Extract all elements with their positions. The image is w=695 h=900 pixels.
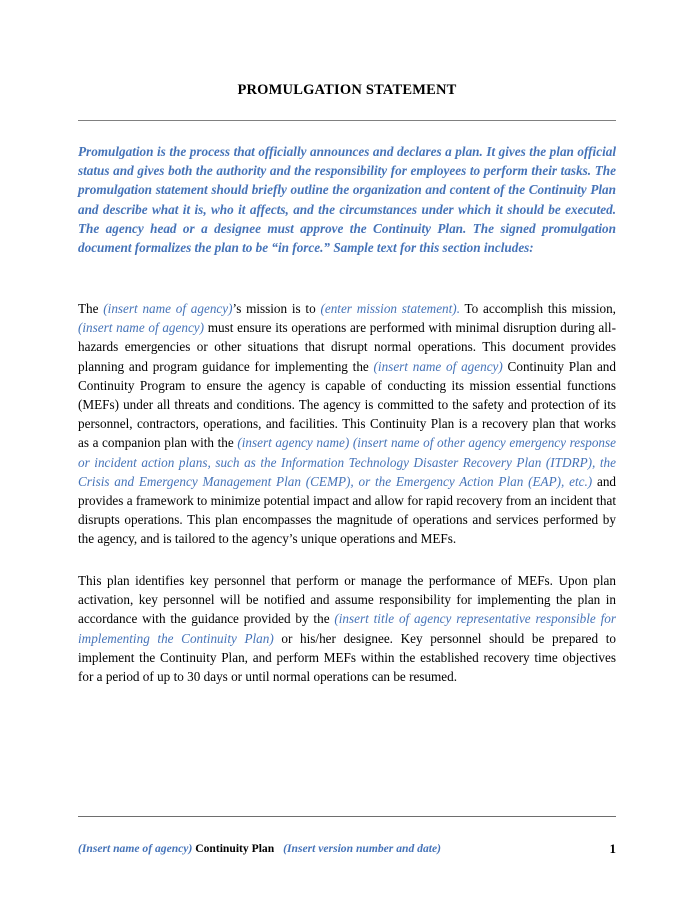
placeholder-companion-plans: (insert agency name) (insert name of other agency emergency response or incident action plans, such as the Information Technology Disaster Recovery Plan (ITDRP), the Crisis and Emergency Management Plan (CEMP), or the Emergency Action Plan (EAP), etc.) xyxy=(78,435,617,489)
placeholder-agency-name: (insert name of agency) xyxy=(103,301,233,316)
text-segment: and provides a framework to minimize potential impact and allow for rapid recovery from an incident that disrupts operations. This plan encompasses the magnitude of operations and services performed by the agency, and is tailored to the agency’s unique operations and MEFs. xyxy=(78,473,617,547)
placeholder-agency-representative-title: (insert title of agency representative responsible for implementing the Continuity Plan) xyxy=(78,611,616,646)
footer-placeholder-version-date: (Insert version number and date) xyxy=(283,842,441,855)
footer-text xyxy=(78,840,441,858)
text-segment: Continuity Plan and Continuity Program to ensure the agency is capable of conducting its mission essential functions (MEFs) under all threats and conditions. The agency is committed to the safety and protection of its personnel, contractors, operations, and facilities. This Continuity Plan is a recovery plan that works as a companion plan with the xyxy=(78,358,616,451)
footer-plan-label: Continuity Plan xyxy=(195,842,275,855)
body-paragraph-2 xyxy=(78,571,616,686)
text-segment: must ensure its operations are performed with minimal disruption during all-hazards emergencies or other situations that disrupt normal operations. This document provides planning and program guidance for implementing the xyxy=(78,320,616,374)
page-footer xyxy=(78,840,616,858)
placeholder-mission-statement: (enter mission statement). xyxy=(320,301,460,316)
title-divider xyxy=(78,120,616,121)
placeholder-agency-name: (insert name of agency) xyxy=(78,320,205,336)
text-segment: The xyxy=(78,301,104,316)
page-number: 1 xyxy=(609,841,616,856)
text-segment: This plan identifies key personnel that perform or manage the performance of MEFs. Upon plan activation, key personnel will be notified and assume responsibility for implementing the plan in accordance with the guidance provided by the xyxy=(78,573,616,627)
footer-divider xyxy=(78,816,616,817)
page-title: PROMULGATION STATEMENT xyxy=(237,82,457,98)
instructional-intro-paragraph: Promulgation is the process that officially announces and declares a plan. It gives the plan official status and gives both the authority and the responsibility for employees to perform their tasks. The promulgation statement should briefly outline the organization and content of the Continuity Plan and describe what it is, who it affects, and the circumstances under which it should be executed. The agency head or a designee must approve the Continuity Plan. The signed promulgation document formalizes the plan to be “in force.” Sample text for this section includes: xyxy=(78,144,616,256)
text-segment: To accomplish this mission, xyxy=(460,301,616,316)
placeholder-agency-name: (insert name of agency) xyxy=(373,358,503,374)
text-segment: or his/her designee. Key personnel should be prepared to implement the Continuity Plan, and perform MEFs within the established recovery time objectives for a period of up to 30 days or until normal operations can be resumed. xyxy=(78,630,616,685)
body-paragraph-1 xyxy=(78,299,616,549)
text-segment: ’s mission is to xyxy=(232,301,321,316)
footer-placeholder-agency-name: (Insert name of agency) xyxy=(78,842,193,855)
